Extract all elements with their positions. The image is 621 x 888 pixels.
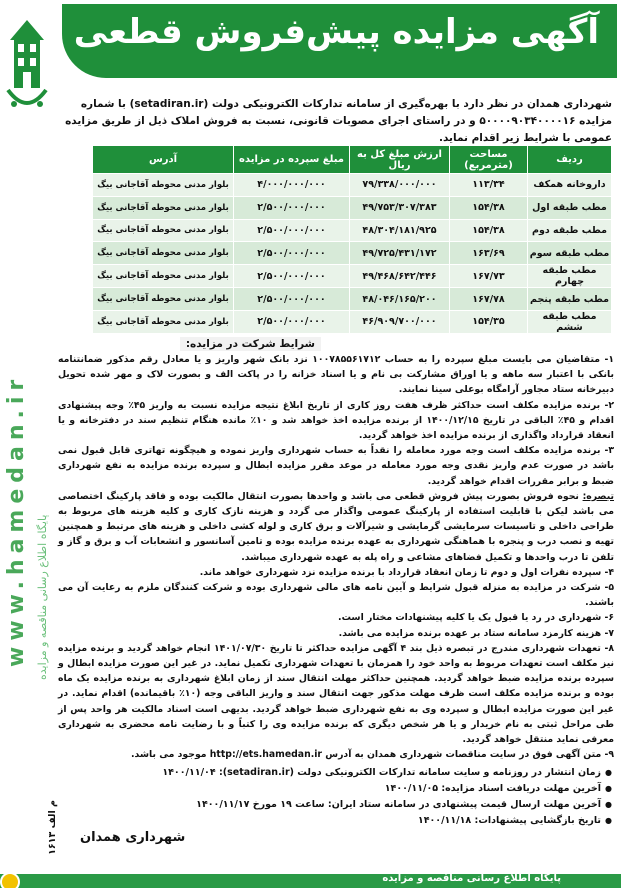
cell-address: بلوار مدنی محوطه آقاجانی بیگ (93, 174, 234, 197)
table-row (93, 196, 612, 219)
cell-value: ۴۸/۳۰۴/۱۸۱/۹۲۵ (350, 219, 450, 242)
cell-deposit: ۲/۵۰۰/۰۰۰/۰۰۰ (234, 242, 350, 265)
hamedan-municipality-logo (4, 18, 50, 118)
side-caption: پایگاه اطلاع رسانی مناقصه و مزایده (36, 514, 49, 680)
cell-address: بلوار مدنی محوطه آقاجانی بیگ (93, 288, 234, 311)
cell-title: مطب طبقه اول (528, 196, 612, 219)
cell-area: ۱۶۳/۶۹ (450, 242, 528, 265)
cell-title: مطب طبقه ششم (528, 310, 612, 333)
condition-item: ۶- شهرداری در رد یا قبول یک یا کلیه پیشنهادات مختار است. (338, 612, 614, 624)
side-website-url: www.hamedan.ir (4, 373, 29, 667)
condition-item: ۳- برنده مزایده مکلف است وجه مورد معامله را نقداً به حساب شهرداری واریز نموده و هیچگونه تهاتری قابل قبول نمی باشد در صورت عدم واریز نقدی وجه مورد معامله در موعد مقرر مزایده ابطال و سپرده برنده مزایده به نفع شهرداری ضبط و برابر مقررات اقدام خواهد گردید. (58, 445, 614, 487)
cell-area: ۱۵۴/۳۸ (450, 196, 528, 219)
table-row (93, 310, 612, 333)
table-row (93, 219, 612, 242)
footer-text: پایگاه اطلاع رسانی مناقصه و مزایده (382, 873, 561, 884)
footer-badge-icon (0, 872, 20, 888)
intro-paragraph: شهرداری همدان در نظر دارد با بهره‌گیری از سامانه تدارکات الکترونیکی دولت (setadiran.ir) با شماره مزایده ۵۰۰۰۰۹۰۳۴۰۰۰۰۱۶ و در راستای اجرای مصوبات قانونی، نسبت به فروش املاک ذیل از طریق مزایده عمومی با شرایط زیر اقدام نماید. (65, 98, 612, 144)
table-row (93, 288, 612, 311)
cell-deposit: ۲/۵۰۰/۰۰۰/۰۰۰ (234, 196, 350, 219)
title-banner (62, 4, 617, 78)
date-item: ● آخرین مهلت ارسال قیمت پیشنهادی در سامانه ستاد ایران: ساعت ۱۹ مورخ ۱۴۰۰/۱۱/۱۷ (150, 797, 612, 813)
conditions-body (58, 352, 614, 762)
conditions-heading-text: شرایط شرکت در مزایده: (185, 338, 315, 350)
condition-item: ۱- متقاضیان می بایست مبلغ سپرده را به حساب ۱۰۰۷۸۵۵۶۱۷۱۲ نزد بانک شهر واریز و یا معادل رقم مذکور ضمانتنامه بانکی با اعتبار سه ماهه و یا اوراق مشارکت بی نام و یا اسناد خزانه را در پاکت الف و بصورت لاک و مهر شده تحویل دبیرخانه ستاد مجاور آرامگاه بوعلی سینا نمایند. (58, 354, 614, 396)
notice-code: م الف ۱۶۱۳ (47, 800, 58, 855)
condition-item: ۲- برنده مزایده مکلف است حداکثر ظرف هفت روز کاری از تاریخ ابلاغ نتیجه مزایده نسبت به واریز ۴۵٪ وجه پیشنهادی اقدام و ۴۵٪ الباقی در تاریخ ۱۴۰۰/۱۲/۱۵ از برنده مزایده اخذ خواهد شد و ۱۰٪ مانده هنگام تنظیم سند در دفترخانه و یا انعقاد قرارداد واگذاری از برنده مزایده اخذ خواهد گردید. (58, 399, 614, 442)
condition-item: ۵- شرکت در مزایده به منزله قبول شرایط و آیین نامه های مالی شهرداری بوده و شرکت کنندگان ملزم به رعایت آن می باشند. (58, 582, 614, 609)
table-row (93, 265, 612, 288)
signature: شهرداری همدان (80, 830, 186, 845)
cell-address: بلوار مدنی محوطه آقاجانی بیگ (93, 265, 234, 288)
cell-deposit: ۴/۰۰۰/۰۰۰/۰۰۰ (234, 174, 350, 197)
dates-list (150, 765, 612, 829)
date-item: ● تاریخ بازگشایی پیشنهادات: ۱۴۰۰/۱۱/۱۸ (150, 813, 612, 829)
cell-value: ۴۸/۰۴۶/۱۶۵/۲۰۰ (350, 288, 450, 311)
condition-item: ۷- هزینه کارمزد سامانه ستاد بر عهده برنده مزایده می باشد. (338, 627, 614, 639)
condition-item: ۹- متن آگهی فوق در سایت مناقصات شهرداری همدان به آدرس http://ets.hamedan.ir موجود می باشد. (130, 749, 614, 761)
cell-area: ۱۵۴/۳۵ (450, 310, 528, 333)
condition-note (58, 489, 614, 565)
note-text: نحوه فروش بصورت پیش فروش قطعی می باشد و واحدها بصورت انتقال مالکیت بوده و فاقد پارکینگ اختصاصی می باشد لیکن با قابلیت استفاده از پارکینگ عمومی واگذار می گردد و هزینه نازک کاری و کلیه هزینه های مربوط به طراحی داخلی و تاسیسات سرمایشی گرمایشی و شیرآلات و برق کاری و لوله کشی داخلی و هزینه های مرتبط و همچنین تهیه و نصب درب و پنجره با هماهنگی شهرداری به عهده برنده مزایده بوده و تامین آسانسور و انشعابات آب و برق و گاز و تلفن تا درب واحدها و تکمیل فضاهای مشاعی و راه پله به عهده شهرداری میباشد. (58, 490, 614, 563)
cell-area: ۱۵۴/۳۸ (450, 219, 528, 242)
col-header-area: مساحت (مترمربع) (450, 146, 528, 174)
table-row (93, 174, 612, 197)
cell-value: ۴۹/۴۶۸/۶۴۲/۴۴۶ (350, 265, 450, 288)
cell-value: ۴۶/۹۰۹/۷۰۰/۰۰۰ (350, 310, 450, 333)
cell-address: بلوار مدنی محوطه آقاجانی بیگ (93, 219, 234, 242)
page-title: آگهی مزایده پیش‌فروش قطعی (73, 12, 599, 52)
cell-address: بلوار مدنی محوطه آقاجانی بیگ (93, 196, 234, 219)
cell-title: داروخانه همکف (528, 174, 612, 197)
cell-area: ۱۱۳/۳۴ (450, 174, 528, 197)
cell-value: ۷۹/۳۳۸/۰۰۰/۰۰۰ (350, 174, 450, 197)
cell-area: ۱۶۷/۷۸ (450, 288, 528, 311)
col-header-row-title: ردیف (528, 146, 612, 174)
conditions-heading (180, 337, 321, 351)
cell-area: ۱۶۷/۷۳ (450, 265, 528, 288)
col-header-total-value: ارزش مبلغ کل به ریال (350, 146, 450, 174)
condition-item: ۴- سپرده نفرات اول و دوم تا زمان انعقاد قرارداد با برنده مزایده نزد شهرداری خواهد ماند. (199, 566, 614, 578)
cell-title: مطب طبقه سوم (528, 242, 612, 265)
cell-title: مطب طبقه چهارم (528, 265, 612, 288)
property-table (92, 145, 612, 334)
col-header-deposit: مبلغ سپرده در مزایده (234, 146, 350, 174)
table-header-row (93, 146, 612, 174)
cell-deposit: ۲/۵۰۰/۰۰۰/۰۰۰ (234, 265, 350, 288)
cell-title: مطب طبقه دوم (528, 219, 612, 242)
cell-title: مطب طبقه پنجم (528, 288, 612, 311)
cell-value: ۴۹/۷۲۵/۴۳۱/۱۷۲ (350, 242, 450, 265)
cell-deposit: ۲/۵۰۰/۰۰۰/۰۰۰ (234, 288, 350, 311)
note-label: تبصره: (582, 490, 614, 502)
condition-item: ۸- تعهدات شهرداری مندرج در تبصره ذیل بند ۴ آگهی مزایده حداکثر تا تاریخ ۱۴۰۱/۰۷/۳۰ انجام خواهد گردید و برنده مزایده نیز مکلف است تعهدات مربوط به واحد خود را همزمان با تعهدات شهرداری تکمیل نماید. در غیر این صورت مزایده ابطال و سپرده برنده مزایده ضبط خواهد گردید. همچنین حداکثر مهلت انتقال سند از زمان ابلاغ شهرداری به برنده مزایده یک ماه بوده و برنده مزایده مکلف است ظرف مهلت مذکور جهت انتقال سند و واریز الباقی وجه (۱۰٪ باقیمانده) اقدام نماید. در غیر این صورت مزایده ابطال و سپرده وی به نفع شهرداری ضبط خواهد گردید. بدیهی است اسناد مالکیت هر واحد پس از طی مراحل ثبتی به نام خریدار و یا هر شخص دیگری که برنده مزایده وی را کتباً و با رضایت نامه محضری به شهرداری معرفی نماید منتقل خواهد گردید. (58, 642, 615, 746)
date-item: ● آخرین مهلت دریافت اسناد مزایده: ۱۴۰۰/۱۱/۰۵ (150, 781, 612, 797)
date-item: ● زمان انتشار در روزنامه و سایت سامانه تدارکات الکترونیکی دولت (setadiran.ir): ۱۴۰۰/۱۱/۰۴ (150, 765, 612, 781)
cell-address: بلوار مدنی محوطه آقاجانی بیگ (93, 242, 234, 265)
cell-deposit: ۲/۵۰۰/۰۰۰/۰۰۰ (234, 219, 350, 242)
cell-value: ۴۹/۷۵۳/۳۰۷/۳۸۳ (350, 196, 450, 219)
cell-address: بلوار مدنی محوطه آقاجانی بیگ (93, 310, 234, 333)
col-header-address: آدرس (93, 146, 234, 174)
cell-deposit: ۲/۵۰۰/۰۰۰/۰۰۰ (234, 310, 350, 333)
side-strip (0, 0, 49, 888)
table-row (93, 242, 612, 265)
